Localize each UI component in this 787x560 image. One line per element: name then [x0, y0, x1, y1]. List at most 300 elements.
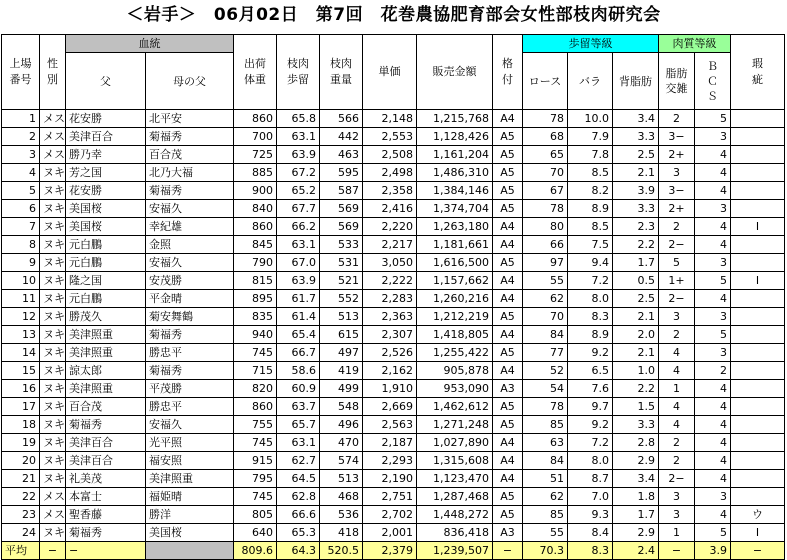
cell-yield: 60.9 — [277, 380, 320, 398]
cell-no: 9 — [2, 254, 40, 272]
cell-no: 23 — [2, 506, 40, 524]
cell-rib: 8.4 — [568, 524, 613, 542]
cell-marbling: 1+ — [659, 272, 695, 290]
cell-ship-weight: 840 — [234, 200, 277, 218]
cell-unit-price: 2,293 — [363, 452, 417, 470]
cell-marbling: 4 — [659, 344, 695, 362]
cell-sales: 1,027,890 — [417, 434, 493, 452]
cell-defect — [731, 308, 785, 326]
cell-carcass-weight: 496 — [320, 416, 363, 434]
page-title: ＜岩手＞ 06月02日 第7回 花巻農協肥育部会女性部枝肉研究会 — [126, 5, 661, 25]
cell-sex: ヌキ — [40, 416, 66, 434]
cell-loin: 78 — [523, 398, 568, 416]
cell-grade: A4 — [493, 470, 523, 488]
cell-backfat: 3.4 — [613, 470, 659, 488]
cell-sex: ヌキ — [40, 272, 66, 290]
cell-grade: A3 — [493, 524, 523, 542]
cell-rib: 9.4 — [568, 254, 613, 272]
cell-rib: 8.5 — [568, 218, 613, 236]
cell-unit-price: 2,563 — [363, 416, 417, 434]
cell-carcass-weight: 536 — [320, 506, 363, 524]
cell-sex: ヌキ — [40, 326, 66, 344]
cell-sex: ヌキ — [40, 524, 66, 542]
cell-mgf: 幸紀雄 — [146, 218, 234, 236]
cell-mgf: 金照 — [146, 236, 234, 254]
cell-bcs: 5 — [695, 326, 731, 344]
col-header-defect: 瑕 疵 — [731, 35, 785, 110]
cell-grade: A4 — [493, 272, 523, 290]
cell-ship-weight: 820 — [234, 380, 277, 398]
cell-unit-price: 2,702 — [363, 506, 417, 524]
cell-unit-price: 2,148 — [363, 110, 417, 128]
cell-rib: 10.0 — [568, 110, 613, 128]
cell-sales: 1,212,219 — [417, 308, 493, 326]
cell-yield: 65.3 — [277, 524, 320, 542]
cell-unit-price: 2,498 — [363, 164, 417, 182]
cell-father: 礼美茂 — [66, 470, 146, 488]
avg-grade: − — [493, 542, 523, 560]
cell-unit-price: 2,001 — [363, 524, 417, 542]
table-row — [2, 524, 785, 542]
cell-unit-price: 2,508 — [363, 146, 417, 164]
table-row — [2, 416, 785, 434]
cell-no: 21 — [2, 470, 40, 488]
cell-yield: 63.9 — [277, 272, 320, 290]
cell-father: 諒太郎 — [66, 362, 146, 380]
col-header-loin: ロース — [523, 53, 568, 110]
col-header-backfat: 背脂肪 — [613, 53, 659, 110]
cell-grade: A5 — [493, 128, 523, 146]
cell-backfat: 3.3 — [613, 200, 659, 218]
cell-defect — [731, 452, 785, 470]
cell-ship-weight: 835 — [234, 308, 277, 326]
cell-yield: 61.7 — [277, 290, 320, 308]
cell-carcass-weight: 595 — [320, 164, 363, 182]
table-row — [2, 182, 785, 200]
cell-loin: 78 — [523, 200, 568, 218]
cell-loin: 63 — [523, 434, 568, 452]
cell-ship-weight: 725 — [234, 146, 277, 164]
cell-father: 勝茂久 — [66, 308, 146, 326]
cell-carcass-weight: 531 — [320, 254, 363, 272]
cell-no: 22 — [2, 488, 40, 506]
cell-unit-price: 2,187 — [363, 434, 417, 452]
cell-unit-price: 2,283 — [363, 290, 417, 308]
cell-bcs: 4 — [695, 434, 731, 452]
table-row — [2, 434, 785, 452]
table-row — [2, 326, 785, 344]
cell-unit-price: 2,162 — [363, 362, 417, 380]
cell-ship-weight: 745 — [234, 488, 277, 506]
cell-backfat: 3.3 — [613, 416, 659, 434]
cell-carcass-weight: 521 — [320, 272, 363, 290]
table-row — [2, 236, 785, 254]
cell-mgf: 北乃大福 — [146, 164, 234, 182]
cell-unit-price: 2,220 — [363, 218, 417, 236]
cell-no: 13 — [2, 326, 40, 344]
cell-unit-price: 2,751 — [363, 488, 417, 506]
cell-backfat: 2.1 — [613, 308, 659, 326]
cell-rib: 8.0 — [568, 290, 613, 308]
cell-loin: 84 — [523, 452, 568, 470]
cell-sales: 1,616,500 — [417, 254, 493, 272]
cell-carcass-weight: 463 — [320, 146, 363, 164]
cell-loin: 66 — [523, 236, 568, 254]
cell-mgf: 菊福秀 — [146, 326, 234, 344]
table-row — [2, 290, 785, 308]
cell-mgf: 光平照 — [146, 434, 234, 452]
cell-marbling: 2− — [659, 470, 695, 488]
col-header-grade: 格 付 — [493, 35, 523, 110]
cell-sex: ヌキ — [40, 380, 66, 398]
average-row — [2, 542, 785, 560]
cell-sales: 1,128,426 — [417, 128, 493, 146]
cell-mgf: 美国桜 — [146, 524, 234, 542]
cell-grade: A5 — [493, 344, 523, 362]
cell-yield: 67.2 — [277, 164, 320, 182]
cell-no: 8 — [2, 236, 40, 254]
cell-loin: 97 — [523, 254, 568, 272]
cell-ship-weight: 745 — [234, 434, 277, 452]
cell-grade: A5 — [493, 416, 523, 434]
col-header-carcass-weight: 枝肉 重量 — [320, 35, 363, 110]
cell-backfat: 1.7 — [613, 254, 659, 272]
cell-no: 3 — [2, 146, 40, 164]
cell-grade: A5 — [493, 488, 523, 506]
cell-yield: 67.0 — [277, 254, 320, 272]
cell-loin: 62 — [523, 488, 568, 506]
cell-rib: 8.2 — [568, 182, 613, 200]
cell-unit-price: 3,050 — [363, 254, 417, 272]
cell-ship-weight: 815 — [234, 272, 277, 290]
cell-father: 百合茂 — [66, 398, 146, 416]
cell-marbling: 2+ — [659, 200, 695, 218]
cell-marbling: 2 — [659, 110, 695, 128]
table-row — [2, 470, 785, 488]
cell-grade: A4 — [493, 110, 523, 128]
cell-rib: 7.6 — [568, 380, 613, 398]
cell-marbling: 4 — [659, 362, 695, 380]
cell-mgf: 勝忠平 — [146, 344, 234, 362]
cell-grade: A4 — [493, 434, 523, 452]
cell-rib: 9.3 — [568, 506, 613, 524]
cell-backfat: 2.3 — [613, 218, 659, 236]
col-header-ship-weight: 出荷 体重 — [234, 35, 277, 110]
cell-defect — [731, 344, 785, 362]
table-row — [2, 506, 785, 524]
cell-loin: 84 — [523, 326, 568, 344]
cell-defect — [731, 182, 785, 200]
col-header-yield: 枝肉 歩留 — [277, 35, 320, 110]
cell-ship-weight: 715 — [234, 362, 277, 380]
cell-mgf: 安福久 — [146, 416, 234, 434]
cell-rib: 6.5 — [568, 362, 613, 380]
cell-marbling: 3 — [659, 488, 695, 506]
cell-backfat: 3.9 — [613, 182, 659, 200]
cell-sales: 1,263,180 — [417, 218, 493, 236]
cell-no: 18 — [2, 416, 40, 434]
cell-grade: A5 — [493, 254, 523, 272]
cell-unit-price: 2,190 — [363, 470, 417, 488]
cell-sex: ヌキ — [40, 308, 66, 326]
cell-ship-weight: 755 — [234, 416, 277, 434]
cell-carcass-weight: 468 — [320, 488, 363, 506]
cell-no: 24 — [2, 524, 40, 542]
cell-loin: 55 — [523, 524, 568, 542]
cell-marbling: 2− — [659, 236, 695, 254]
cell-carcass-weight: 513 — [320, 308, 363, 326]
cell-sales: 953,090 — [417, 380, 493, 398]
cell-sex: ヌキ — [40, 452, 66, 470]
cell-bcs: 4 — [695, 506, 731, 524]
cell-rib: 8.5 — [568, 164, 613, 182]
table-row — [2, 308, 785, 326]
cell-rib: 8.7 — [568, 470, 613, 488]
cell-rib: 7.9 — [568, 128, 613, 146]
cell-defect — [731, 110, 785, 128]
cell-mgf: 安福久 — [146, 200, 234, 218]
cell-grade: A4 — [493, 326, 523, 344]
col-header-marbling: 脂肪 交雑 — [659, 53, 695, 110]
cell-unit-price: 2,217 — [363, 236, 417, 254]
cell-carcass-weight: 574 — [320, 452, 363, 470]
cell-loin: 65 — [523, 146, 568, 164]
cell-carcass-weight: 513 — [320, 470, 363, 488]
cell-unit-price: 2,222 — [363, 272, 417, 290]
cell-no: 15 — [2, 362, 40, 380]
table-row — [2, 398, 785, 416]
cell-carcass-weight: 470 — [320, 434, 363, 452]
cell-mgf: 勝洋 — [146, 506, 234, 524]
cell-mgf: 安福久 — [146, 254, 234, 272]
cell-sales: 1,215,768 — [417, 110, 493, 128]
avg-loin: 70.3 — [523, 542, 568, 560]
cell-father: 芳之国 — [66, 164, 146, 182]
cell-grade: A4 — [493, 290, 523, 308]
cell-mgf: 美津照重 — [146, 470, 234, 488]
cell-backfat: 2.9 — [613, 452, 659, 470]
cell-marbling: 2 — [659, 434, 695, 452]
cell-yield: 61.4 — [277, 308, 320, 326]
cell-bcs: 3 — [695, 128, 731, 146]
cell-backfat: 1.7 — [613, 506, 659, 524]
cell-backfat: 3.4 — [613, 110, 659, 128]
cell-marbling: 2− — [659, 290, 695, 308]
cell-marbling: 3 — [659, 506, 695, 524]
cell-no: 17 — [2, 398, 40, 416]
cell-no: 14 — [2, 344, 40, 362]
cell-sales: 1,374,704 — [417, 200, 493, 218]
cell-yield: 63.9 — [277, 146, 320, 164]
cell-no: 16 — [2, 380, 40, 398]
cell-rib: 9.2 — [568, 416, 613, 434]
cell-ship-weight: 745 — [234, 344, 277, 362]
cell-defect — [731, 146, 785, 164]
cell-unit-price: 2,307 — [363, 326, 417, 344]
cell-marbling: 3− — [659, 128, 695, 146]
cell-bcs: 4 — [695, 416, 731, 434]
cell-grade: A5 — [493, 164, 523, 182]
cell-defect — [731, 236, 785, 254]
avg-father: − — [66, 542, 146, 560]
cell-defect — [731, 290, 785, 308]
cell-no: 11 — [2, 290, 40, 308]
cell-loin: 51 — [523, 470, 568, 488]
cell-sex: ヌキ — [40, 290, 66, 308]
cell-sex: ヌキ — [40, 164, 66, 182]
cell-marbling: 3 — [659, 164, 695, 182]
cell-bcs: 3 — [695, 254, 731, 272]
table-row — [2, 488, 785, 506]
cell-backfat: 2.2 — [613, 380, 659, 398]
cell-bcs: 2 — [695, 362, 731, 380]
cell-bcs: 3 — [695, 200, 731, 218]
cell-defect — [731, 200, 785, 218]
cell-father: 菊福秀 — [66, 416, 146, 434]
cell-marbling: 3− — [659, 182, 695, 200]
cell-loin: 68 — [523, 128, 568, 146]
cell-marbling: 5 — [659, 254, 695, 272]
table-row — [2, 164, 785, 182]
cell-mgf: 百合茂 — [146, 146, 234, 164]
cell-carcass-weight: 499 — [320, 380, 363, 398]
cell-unit-price: 2,363 — [363, 308, 417, 326]
cell-bcs: 4 — [695, 146, 731, 164]
cell-defect — [731, 362, 785, 380]
cell-carcass-weight: 552 — [320, 290, 363, 308]
cell-unit-price: 1,910 — [363, 380, 417, 398]
cell-backfat: 0.5 — [613, 272, 659, 290]
cell-father: 勝乃幸 — [66, 146, 146, 164]
col-header-mgf: 母の父 — [146, 53, 234, 110]
cell-father: 美津百合 — [66, 452, 146, 470]
cell-mgf: 平金晴 — [146, 290, 234, 308]
cell-bcs: 3 — [695, 344, 731, 362]
avg-ship-weight: 809.6 — [234, 542, 277, 560]
avg-label: 平均 — [2, 542, 40, 560]
cell-mgf: 福安照 — [146, 452, 234, 470]
cell-no: 2 — [2, 128, 40, 146]
cell-no: 12 — [2, 308, 40, 326]
cell-backfat: 2.5 — [613, 146, 659, 164]
cell-sex: ヌキ — [40, 362, 66, 380]
cell-sales: 1,271,248 — [417, 416, 493, 434]
cell-sales: 1,181,661 — [417, 236, 493, 254]
cell-yield: 64.5 — [277, 470, 320, 488]
cell-marbling: 2+ — [659, 146, 695, 164]
cell-mgf: 安茂勝 — [146, 272, 234, 290]
cell-rib: 7.5 — [568, 236, 613, 254]
cell-father: 元白鵬 — [66, 254, 146, 272]
cell-sales: 1,123,470 — [417, 470, 493, 488]
cell-ship-weight: 900 — [234, 182, 277, 200]
cell-backfat: 1.5 — [613, 398, 659, 416]
cell-rib: 7.2 — [568, 434, 613, 452]
cell-ship-weight: 860 — [234, 398, 277, 416]
cell-bcs: 4 — [695, 470, 731, 488]
cell-ship-weight: 885 — [234, 164, 277, 182]
cell-sex: ヌキ — [40, 200, 66, 218]
cell-yield: 58.6 — [277, 362, 320, 380]
cell-yield: 67.7 — [277, 200, 320, 218]
cell-sex: メス — [40, 488, 66, 506]
cell-loin: 52 — [523, 362, 568, 380]
cell-yield: 62.7 — [277, 452, 320, 470]
cell-marbling: 2 — [659, 326, 695, 344]
cell-marbling: 4 — [659, 416, 695, 434]
cell-defect — [731, 470, 785, 488]
cell-loin: 62 — [523, 290, 568, 308]
cell-sales: 1,486,310 — [417, 164, 493, 182]
table-row — [2, 146, 785, 164]
col-header-meat-grade: 肉質等級 — [659, 35, 731, 53]
cell-mgf: 菊福秀 — [146, 128, 234, 146]
cell-defect — [731, 164, 785, 182]
col-header-unit-price: 単価 — [363, 35, 417, 110]
cell-carcass-weight: 418 — [320, 524, 363, 542]
cell-bcs: 4 — [695, 398, 731, 416]
cell-defect — [731, 380, 785, 398]
cell-bcs: 5 — [695, 110, 731, 128]
cell-bcs: 4 — [695, 182, 731, 200]
cell-backfat: 2.1 — [613, 164, 659, 182]
cell-rib: 8.3 — [568, 308, 613, 326]
cell-sales: 1,384,146 — [417, 182, 493, 200]
col-header-yield-grade: 歩留等級 — [523, 35, 659, 53]
cell-sales: 1,462,612 — [417, 398, 493, 416]
cell-rib: 7.0 — [568, 488, 613, 506]
cell-defect — [731, 416, 785, 434]
cell-mgf: 北平安 — [146, 110, 234, 128]
cell-carcass-weight: 533 — [320, 236, 363, 254]
cell-sex: ヌキ — [40, 470, 66, 488]
cell-ship-weight: 700 — [234, 128, 277, 146]
cell-bcs: 4 — [695, 290, 731, 308]
col-header-sales: 販売金額 — [417, 35, 493, 110]
cell-no: 20 — [2, 452, 40, 470]
cell-sex: ヌキ — [40, 398, 66, 416]
cell-bcs: 4 — [695, 236, 731, 254]
avg-rib: 8.3 — [568, 542, 613, 560]
cell-yield: 65.8 — [277, 110, 320, 128]
cell-rib: 9.7 — [568, 398, 613, 416]
cell-mgf: 菊安舞鶴 — [146, 308, 234, 326]
cell-sales: 836,418 — [417, 524, 493, 542]
table-row — [2, 344, 785, 362]
cell-rib: 8.9 — [568, 326, 613, 344]
cell-father: 本富士 — [66, 488, 146, 506]
cell-marbling: 2 — [659, 452, 695, 470]
cell-loin: 80 — [523, 218, 568, 236]
cell-defect — [731, 398, 785, 416]
avg-marbling: − — [659, 542, 695, 560]
cell-backfat: 3.3 — [613, 128, 659, 146]
table-row — [2, 272, 785, 290]
cell-unit-price: 2,526 — [363, 344, 417, 362]
col-header-father: 父 — [66, 53, 146, 110]
avg-carcass-weight: 520.5 — [320, 542, 363, 560]
cell-sales: 1,418,805 — [417, 326, 493, 344]
cell-sales: 905,878 — [417, 362, 493, 380]
cell-no: 7 — [2, 218, 40, 236]
cell-grade: A4 — [493, 218, 523, 236]
cell-bcs: 3 — [695, 308, 731, 326]
cell-yield: 65.7 — [277, 416, 320, 434]
cell-bcs: 5 — [695, 272, 731, 290]
cell-mgf: 勝忠平 — [146, 398, 234, 416]
cell-ship-weight: 790 — [234, 254, 277, 272]
cell-loin: 85 — [523, 416, 568, 434]
